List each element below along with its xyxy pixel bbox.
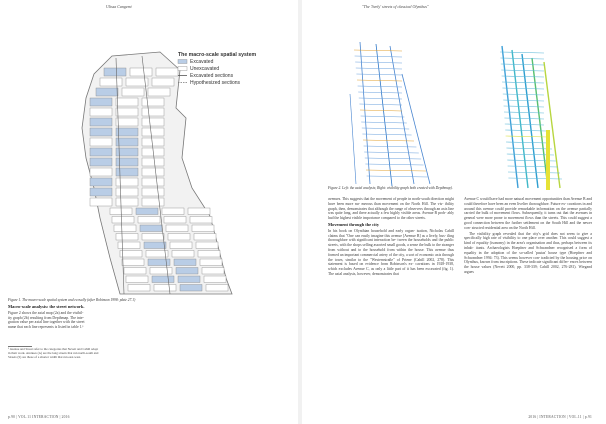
- site-map-figure: [80, 48, 257, 296]
- visibility-corridor: [502, 88, 544, 89]
- city-block: [116, 98, 138, 106]
- city-block: [164, 217, 186, 224]
- visibility-corridor: [500, 52, 544, 53]
- city-block: [116, 138, 138, 146]
- city-block: [90, 198, 112, 206]
- axial-line: [358, 86, 402, 87]
- city-block: [196, 242, 218, 249]
- city-block: [100, 78, 122, 86]
- axial-line: [364, 152, 419, 153]
- visibility-corridor: [502, 46, 518, 188]
- city-block: [126, 276, 148, 283]
- city-block: [116, 118, 138, 126]
- legend-items: [178, 59, 241, 86]
- city-block: [142, 158, 164, 166]
- legend-label: Unexcavated: [190, 66, 220, 72]
- city-block: [138, 217, 160, 224]
- section-title-movement: Movement through the city: [328, 221, 380, 227]
- city-block: [188, 208, 210, 215]
- city-block: [90, 158, 112, 166]
- city-block: [140, 225, 162, 232]
- city-block: [120, 251, 142, 258]
- city-block: [192, 225, 214, 232]
- axial-line: [362, 134, 411, 135]
- legend-title: The macro-scale spatial system: [178, 52, 257, 58]
- legend-swatch: [178, 67, 187, 71]
- right-page-footer: 2016 | INTERACTION | VOL.11 | p.91: [528, 415, 592, 419]
- body-line: gration value per axial line together with the street: [8, 320, 85, 325]
- axial-line: [358, 92, 402, 93]
- axial-line: [361, 116, 405, 117]
- city-block: [112, 217, 134, 224]
- axial-line: [350, 94, 356, 184]
- paragraph: In his book on Olynthian household and early organ- isation, Nicholas Cahill claims that "One can easily imagine this avenue [Avenue B] as a lively, bus- tling thoroughfare with significant interaction be- tween the households and the public streets, with the shops selling assorted small goods, a sense the bulk to the stranger from without and to the household from within the house. This avenue thus formed an important commercial artery of the city, a sort of economic axis through the town, similar to the "Westernstraße" of Priene (Cahill 2002, 278). This statement is based on evidence from Robinson's ex- cavations in 1928-1938, which excludes Avenue C, as only a little part of it has been excavated (fig. 1). The axial analysis, however, demonstrates that: [328, 228, 454, 276]
- visibility-corridor: [502, 76, 544, 77]
- city-block: [90, 128, 112, 136]
- city-block: [128, 285, 150, 292]
- axial-line: [364, 146, 417, 147]
- axial-and-visibility-figure: [310, 34, 606, 194]
- city-block: [122, 88, 144, 96]
- city-block: [206, 285, 228, 292]
- legend-item: [178, 80, 241, 86]
- axial-line: [360, 110, 402, 111]
- left-text-column: [8, 305, 100, 359]
- right-text-column-2: [464, 197, 592, 276]
- city-block: [90, 98, 112, 106]
- city-block: [154, 285, 176, 292]
- paragraph: avenues. This suggests that the movement of people in north-south direction might have been more nu- merous than movement on the North Hill. The vis- ibility graph, then, demonstrates that although the range of observers through an axis line was quite long, and there actually a few highly visible areas. Avenue B prob- ably had the highest visible importance compared to the other streets.: [328, 197, 454, 221]
- city-block: [122, 259, 144, 266]
- city-block: [116, 128, 138, 136]
- left-figure-caption: Figure 1. The macro-scale spatial system and ecosally (after Robinson 1998: plate 27.1): [8, 298, 136, 302]
- legend-item: [178, 59, 214, 65]
- city-block: [152, 276, 174, 283]
- city-block: [116, 108, 138, 116]
- paragraph: Avenue C would have had more natural movement opportunities than Avenue B and could therefore have been an even livelier thoroughfare. Future ex- cavations in and around this avenue could provide remarkable information on the avenue partially carried the bulk of movement flows. Subsequently, it turns out that the avenues in general were more prone to movement flows than the streets. This could suggest a good connection between the further settlement on the South Hill and the newer con- structed residential area on the North Hill.: [464, 197, 592, 230]
- body-line: name that each line represents is listed in table 1.¹: [8, 325, 84, 330]
- city-block: [142, 198, 164, 206]
- axial-line: [359, 104, 402, 105]
- city-block: [90, 188, 112, 196]
- axial-line: [390, 46, 414, 184]
- axial-line: [365, 158, 421, 159]
- legend-item: [178, 73, 234, 79]
- legend-label: Excavated: [190, 59, 214, 65]
- paragraph: The visibility graph revealed that the city's grid does not seem to give a specifically high rate of visibility to one place over another. This could suggest a kind of equality (isonomy) in the area's organisation and thus, perhaps between its inhab- itants. Archaeologists Hoepfner and Schwandner recognised a form of equality in the adoption of the so-called 'pastas' house type (Hoepfner and Schwandner 1994: 73). This seems however con- tradicted by the housing price on Olynthus, known from inscriptions. These indicate significant differ- ences between the house values (Nevett 2000, pp. 338-339; Cahill 2002, 276-281). Wiegand argues: [464, 231, 592, 274]
- city-block: [170, 242, 192, 249]
- city-block: [90, 108, 112, 116]
- city-block: [118, 242, 140, 249]
- city-block: [144, 242, 166, 249]
- city-block: [124, 268, 146, 275]
- city-block: [190, 217, 212, 224]
- footnote: ¹ Avenue and Street refer to the categories that Nevett and Cahill adopt in their work. Avenues (A) are the long streets that run north-south and Streets (S) are those of a shorter width that run east-west.: [8, 346, 99, 359]
- city-block: [116, 198, 138, 206]
- city-block: [202, 268, 224, 275]
- city-block: [90, 138, 112, 146]
- city-block: [142, 138, 164, 146]
- legend-label: Excavated sections: [190, 73, 234, 79]
- city-block: [142, 128, 164, 136]
- city-block: [142, 178, 164, 186]
- legend-label: Hypothesized sections: [190, 80, 241, 86]
- axial-line: [361, 122, 407, 123]
- city-block: [198, 251, 220, 258]
- city-block: [162, 208, 184, 215]
- city-block: [90, 118, 112, 126]
- city-block: [168, 234, 190, 241]
- right-figure-caption: Figure 2. Left: the axial analysis; Right: visibility graph both created with Depthmap).: [328, 186, 453, 190]
- legend-swatch: [178, 60, 187, 64]
- city-block: [174, 259, 196, 266]
- axial-line: [355, 62, 402, 63]
- city-block: [204, 276, 226, 283]
- right-running-head: "The 'lively' streets of classical Olynthus": [362, 4, 429, 9]
- city-block: [116, 234, 138, 241]
- axial-line: [355, 56, 402, 57]
- city-block: [96, 88, 118, 96]
- city-block: [180, 285, 202, 292]
- left-page: [0, 0, 298, 424]
- city-block: [150, 268, 172, 275]
- city-block: [136, 208, 158, 215]
- visibility-graph-panel: [500, 46, 562, 190]
- axial-map-panel: [350, 42, 430, 186]
- body-line: Figure 2 shows the axial map (2a) and the visibil-: [8, 310, 84, 315]
- city-block: [142, 98, 164, 106]
- city-block: [90, 168, 112, 176]
- city-block: [104, 68, 126, 76]
- city-block: [142, 234, 164, 241]
- body-line: ity graph (2b) resulting from Depthmap. The inte-: [8, 315, 84, 320]
- axial-line: [354, 50, 402, 51]
- visibility-corridor: [503, 94, 544, 95]
- axial-line: [365, 164, 423, 165]
- city-block: [148, 88, 170, 96]
- city-block: [200, 259, 222, 266]
- map-legend: [178, 52, 257, 86]
- axial-line: [360, 42, 370, 184]
- legend-item: [178, 66, 219, 72]
- city-block: [90, 178, 112, 186]
- city-block: [178, 276, 200, 283]
- visibility-corridor: [502, 82, 544, 83]
- axial-line: [359, 98, 402, 99]
- axial-line: [367, 176, 429, 177]
- city-block: [116, 188, 138, 196]
- visibility-corridor: [501, 64, 544, 65]
- visibility-corridor: [501, 70, 544, 71]
- city-block: [142, 188, 164, 196]
- axial-line: [376, 44, 392, 186]
- city-block: [156, 68, 178, 76]
- left-page-footer: p.90 | VOL.11 INTERACTION | 2016: [8, 415, 70, 419]
- right-text-column-1: [328, 197, 454, 278]
- high-visibility-area: [546, 130, 550, 190]
- left-running-head: Ulissa Cangemi: [106, 4, 132, 9]
- city-block: [194, 234, 216, 241]
- section-title-street-network: Macro-scale analysis: the street network.: [8, 304, 85, 309]
- city-block: [142, 168, 164, 176]
- city-block: [130, 68, 152, 76]
- city-block: [116, 178, 138, 186]
- city-block: [176, 268, 198, 275]
- city-block: [152, 78, 174, 86]
- right-page: [302, 0, 600, 424]
- city-block: [172, 251, 194, 258]
- axial-line: [357, 80, 402, 81]
- city-block: [90, 148, 112, 156]
- axial-line: [366, 170, 426, 171]
- city-block: [166, 225, 188, 232]
- city-block: [114, 225, 136, 232]
- visibility-corridor: [522, 54, 538, 188]
- city-block: [142, 118, 164, 126]
- city-block: [142, 108, 164, 116]
- city-block: [116, 168, 138, 176]
